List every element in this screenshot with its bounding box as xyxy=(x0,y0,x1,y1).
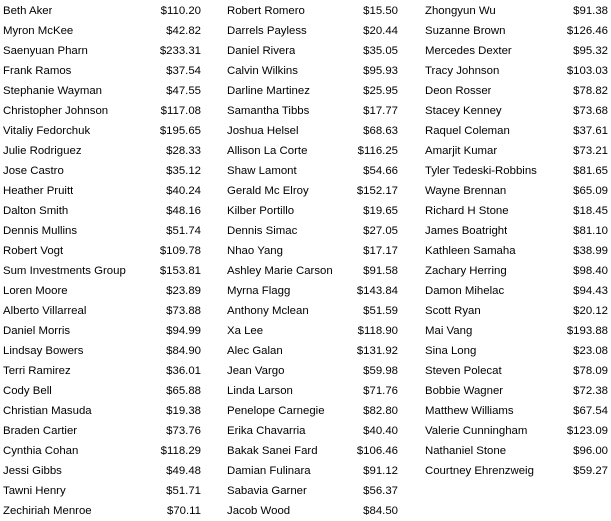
person-name: Christian Masuda xyxy=(3,405,92,417)
person-name: Kilber Portillo xyxy=(227,205,295,217)
amount-value: $71.76 xyxy=(363,385,398,397)
list-row xyxy=(3,301,201,321)
amount-value: $37.54 xyxy=(166,65,201,77)
list-row xyxy=(227,421,398,441)
list-row xyxy=(425,441,608,461)
list-row xyxy=(3,81,201,101)
list-row xyxy=(425,41,608,61)
person-name: Mercedes Dexter xyxy=(425,45,512,57)
amount-value: $68.63 xyxy=(363,125,398,137)
person-name: Deon Rosser xyxy=(425,85,492,97)
list-row xyxy=(425,341,608,361)
column-1 xyxy=(3,1,201,521)
amount-value: $48.16 xyxy=(166,205,201,217)
list-row xyxy=(227,21,398,41)
amount-value: $15.50 xyxy=(363,5,398,17)
list-row xyxy=(425,141,608,161)
person-name: Raquel Coleman xyxy=(425,125,510,137)
person-name: Richard H Stone xyxy=(425,205,509,217)
list-row xyxy=(425,161,608,181)
amount-value: $47.55 xyxy=(166,85,201,97)
person-name: Cody Bell xyxy=(3,385,52,397)
amount-value: $65.09 xyxy=(573,185,608,197)
list-row xyxy=(227,481,398,501)
person-name: Jessi Gibbs xyxy=(3,465,62,477)
person-name: Stacey Kenney xyxy=(425,105,502,117)
amount-value: $152.17 xyxy=(356,185,398,197)
list-row xyxy=(227,281,398,301)
person-name: James Boatright xyxy=(425,225,508,237)
list-row xyxy=(425,1,608,21)
list-row xyxy=(227,241,398,261)
list-row xyxy=(425,81,608,101)
person-name: Mai Vang xyxy=(425,325,473,337)
amount-value: $73.88 xyxy=(166,305,201,317)
person-name: Dalton Smith xyxy=(3,205,69,217)
person-name: Zechiriah Menroe xyxy=(3,505,92,517)
list-row xyxy=(425,261,608,281)
list-row xyxy=(227,341,398,361)
amount-value: $19.38 xyxy=(166,405,201,417)
person-name: Sina Long xyxy=(425,345,477,357)
list-row xyxy=(425,201,608,221)
amount-value: $51.74 xyxy=(166,225,201,237)
amount-value: $131.92 xyxy=(356,345,398,357)
list-row xyxy=(3,481,201,501)
person-name: Daniel Morris xyxy=(3,325,71,337)
list-row xyxy=(425,281,608,301)
amount-value: $95.93 xyxy=(363,65,398,77)
list-row xyxy=(425,421,608,441)
amount-value: $42.82 xyxy=(166,25,201,37)
list-row xyxy=(227,1,398,21)
amount-value: $19.65 xyxy=(363,205,398,217)
person-name: Amarjit Kumar xyxy=(425,145,498,157)
person-name: Nathaniel Stone xyxy=(425,445,507,457)
person-name: Julie Rodriguez xyxy=(3,145,82,157)
list-row xyxy=(425,21,608,41)
person-name: Damon Mihelac xyxy=(425,285,505,297)
amount-value: $193.88 xyxy=(566,325,608,337)
list-row xyxy=(227,81,398,101)
list-row xyxy=(227,181,398,201)
amount-value: $143.84 xyxy=(356,285,398,297)
list-row xyxy=(3,221,201,241)
amount-value: $20.44 xyxy=(363,25,398,37)
person-name: Frank Ramos xyxy=(3,65,72,77)
person-name: Linda Larson xyxy=(227,385,293,397)
amount-value: $78.09 xyxy=(573,365,608,377)
amount-value: $65.88 xyxy=(166,385,201,397)
person-name: Courtney Ehrenzweig xyxy=(425,465,534,477)
person-name: Darrels Payless xyxy=(227,25,307,37)
person-name: Bobbie Wagner xyxy=(425,385,504,397)
list-row xyxy=(3,41,201,61)
amount-value: $23.89 xyxy=(166,285,201,297)
amount-value: $67.54 xyxy=(573,405,608,417)
amount-value: $94.99 xyxy=(166,325,201,337)
person-name: Robert Romero xyxy=(227,5,305,17)
amount-value: $91.58 xyxy=(363,265,398,277)
person-name: Sabavia Garner xyxy=(227,485,307,497)
person-name: Damian Fulinara xyxy=(227,465,311,477)
person-name: Anthony Mclean xyxy=(227,305,309,317)
person-name: Nhao Yang xyxy=(227,245,283,257)
list-row xyxy=(425,221,608,241)
person-name: Penelope Carnegie xyxy=(227,405,325,417)
list-row xyxy=(3,421,201,441)
person-name: Robert Vogt xyxy=(3,245,64,257)
amount-value: $35.05 xyxy=(363,45,398,57)
amount-value: $59.98 xyxy=(363,365,398,377)
list-row xyxy=(425,181,608,201)
person-name: Wayne Brennan xyxy=(425,185,507,197)
amount-value: $233.31 xyxy=(159,45,201,57)
list-row xyxy=(425,401,608,421)
list-row xyxy=(3,401,201,421)
amount-value: $81.65 xyxy=(573,165,608,177)
list-row xyxy=(227,501,398,521)
list-row xyxy=(3,381,201,401)
column-3 xyxy=(425,1,608,481)
list-row xyxy=(3,1,201,21)
amount-value: $118.29 xyxy=(160,445,201,457)
person-name: Cynthia Cohan xyxy=(3,445,79,457)
list-row xyxy=(227,301,398,321)
list-row xyxy=(425,241,608,261)
person-name: Dennis Mullins xyxy=(3,225,78,237)
list-row xyxy=(3,261,201,281)
person-name: Shaw Lamont xyxy=(227,165,297,177)
amount-value: $17.77 xyxy=(363,105,398,117)
amount-value: $78.82 xyxy=(573,85,608,97)
person-name: Dennis Simac xyxy=(227,225,298,237)
person-name: Sum Investments Group xyxy=(3,265,126,277)
list-row xyxy=(227,61,398,81)
amount-value: $40.40 xyxy=(363,425,398,437)
amount-value: $117.08 xyxy=(160,105,201,117)
amount-value: $20.12 xyxy=(573,305,608,317)
list-row xyxy=(227,141,398,161)
amount-value: $82.80 xyxy=(363,405,398,417)
amount-value: $28.33 xyxy=(166,145,201,157)
amount-value: $73.76 xyxy=(166,425,201,437)
list-row xyxy=(3,461,201,481)
amount-value: $51.59 xyxy=(363,305,398,317)
person-name: Alec Galan xyxy=(227,345,283,357)
person-name: Suzanne Brown xyxy=(425,25,506,37)
amount-value: $116.25 xyxy=(357,145,398,157)
amount-value: $123.09 xyxy=(566,425,608,437)
person-name: Bakak Sanei Fard xyxy=(227,445,318,457)
person-name: Samantha Tibbs xyxy=(227,105,310,117)
list-row xyxy=(425,301,608,321)
person-name: Jose Castro xyxy=(3,165,64,177)
person-name: Calvin Wilkins xyxy=(227,65,298,77)
amount-value: $56.37 xyxy=(363,485,398,497)
person-name: Saenyuan Pharn xyxy=(3,45,88,57)
list-row xyxy=(227,101,398,121)
amount-value: $59.27 xyxy=(573,465,608,477)
person-name: Jacob Wood xyxy=(227,505,291,517)
amount-value: $109.78 xyxy=(159,245,201,257)
person-name: Tawni Henry xyxy=(3,485,66,497)
list-row xyxy=(425,121,608,141)
list-row xyxy=(3,61,201,81)
list-row xyxy=(227,41,398,61)
list-row xyxy=(3,201,201,221)
amount-value: $73.68 xyxy=(573,105,608,117)
person-name: Daniel Rivera xyxy=(227,45,296,57)
list-row xyxy=(3,341,201,361)
person-name: Xa Lee xyxy=(227,325,264,337)
list-row xyxy=(227,201,398,221)
list-row xyxy=(227,261,398,281)
column-2 xyxy=(227,1,398,521)
list-row xyxy=(3,121,201,141)
person-name: Scott Ryan xyxy=(425,305,481,317)
list-row xyxy=(425,321,608,341)
amount-value: $40.24 xyxy=(166,185,201,197)
list-row xyxy=(3,501,201,521)
amount-value: $49.48 xyxy=(166,465,201,477)
amount-value: $94.43 xyxy=(573,285,608,297)
person-name: Zachary Herring xyxy=(425,265,507,277)
list-row xyxy=(227,441,398,461)
list-row xyxy=(3,321,201,341)
amount-value: $70.11 xyxy=(167,505,201,517)
amount-value: $153.81 xyxy=(159,265,201,277)
amount-value: $37.61 xyxy=(573,125,608,137)
person-name: Zhongyun Wu xyxy=(425,5,496,17)
list-row xyxy=(3,161,201,181)
person-name: Matthew Williams xyxy=(425,405,514,417)
list-row xyxy=(425,461,608,481)
person-name: Braden Cartier xyxy=(3,425,78,437)
person-name: Gerald Mc Elroy xyxy=(227,185,309,197)
list-row xyxy=(425,61,608,81)
list-row xyxy=(3,181,201,201)
person-name: Stephanie Wayman xyxy=(3,85,102,97)
list-row xyxy=(425,101,608,121)
amount-value: $96.00 xyxy=(573,445,608,457)
person-name: Heather Pruitt xyxy=(3,185,74,197)
amount-value: $118.90 xyxy=(357,325,398,337)
amount-value: $38.99 xyxy=(573,245,608,257)
list-row xyxy=(3,101,201,121)
person-name: Myrna Flagg xyxy=(227,285,291,297)
amount-value: $91.38 xyxy=(573,5,608,17)
amount-value: $84.90 xyxy=(166,345,201,357)
person-name: Jean Vargo xyxy=(227,365,285,377)
amount-value: $73.21 xyxy=(573,145,608,157)
list-row xyxy=(227,221,398,241)
list-row xyxy=(227,401,398,421)
amount-value: $106.46 xyxy=(356,445,398,457)
amount-value: $36.01 xyxy=(166,365,201,377)
person-name: Myron McKee xyxy=(3,25,74,37)
person-name: Steven Polecat xyxy=(425,365,502,377)
amount-value: $110.20 xyxy=(160,5,201,17)
person-name: Darline Martinez xyxy=(227,85,310,97)
list-row xyxy=(227,161,398,181)
amount-value: $81.10 xyxy=(573,225,608,237)
person-name: Erika Chavarria xyxy=(227,425,306,437)
list-row xyxy=(425,361,608,381)
person-name: Valerie Cunningham xyxy=(425,425,528,437)
amount-value: $103.03 xyxy=(566,65,608,77)
person-name: Christopher Johnson xyxy=(3,105,109,117)
amount-value: $54.66 xyxy=(363,165,398,177)
list-row xyxy=(425,381,608,401)
list-row xyxy=(227,381,398,401)
amount-value: $98.40 xyxy=(573,265,608,277)
person-name: Ashley Marie Carson xyxy=(227,265,333,277)
amount-value: $18.45 xyxy=(573,205,608,217)
amount-value: $91.12 xyxy=(363,465,398,477)
list-row xyxy=(227,321,398,341)
person-name: Beth Aker xyxy=(3,5,53,17)
amount-value: $25.95 xyxy=(363,85,398,97)
list-row xyxy=(3,141,201,161)
list-row xyxy=(3,361,201,381)
amount-value: $95.32 xyxy=(573,45,608,57)
amount-value: $27.05 xyxy=(363,225,398,237)
person-name: Kathleen Samaha xyxy=(425,245,516,257)
list-row xyxy=(3,441,201,461)
amount-value: $23.08 xyxy=(573,345,608,357)
person-name: Allison La Corte xyxy=(227,145,308,157)
amount-value: $51.71 xyxy=(166,485,201,497)
amount-value: $195.65 xyxy=(159,125,201,137)
person-name: Alberto Villarreal xyxy=(3,305,87,317)
person-name: Loren Moore xyxy=(3,285,68,297)
amount-value: $84.50 xyxy=(363,505,398,517)
list-row xyxy=(227,121,398,141)
person-name: Terri Ramirez xyxy=(3,365,71,377)
list-row xyxy=(227,461,398,481)
list-row xyxy=(3,241,201,261)
person-name: Tracy Johnson xyxy=(425,65,500,77)
amount-value: $126.46 xyxy=(566,25,608,37)
list-row xyxy=(227,361,398,381)
person-name: Joshua Helsel xyxy=(227,125,299,137)
person-name: Vitaliy Fedorchuk xyxy=(3,125,91,137)
list-row xyxy=(3,21,201,41)
amount-value: $72.38 xyxy=(573,385,608,397)
amount-value: $35.12 xyxy=(166,165,201,177)
list-row xyxy=(3,281,201,301)
person-name: Lindsay Bowers xyxy=(3,345,84,357)
person-name: Tyler Tedeski-Robbins xyxy=(425,165,537,177)
amount-value: $17.17 xyxy=(363,245,398,257)
